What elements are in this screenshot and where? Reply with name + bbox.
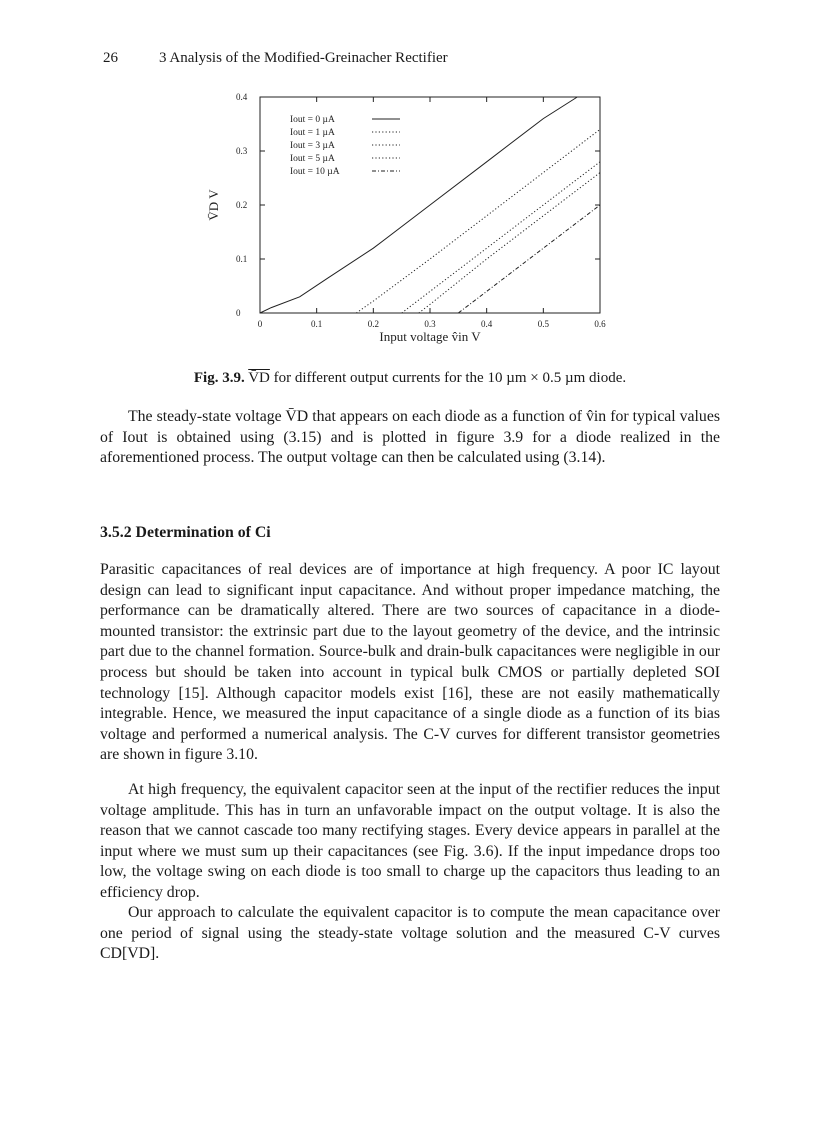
caption-symbol: V̄D [248,370,270,386]
y-axis-label: V̄D V [206,189,221,221]
legend-label: Iout = 1 µA [290,128,335,138]
x-tick-label: 0.2 [367,319,379,329]
y-tick-label: 0.3 [236,146,248,156]
x-tick-label: 0.3 [424,319,436,329]
paragraph-high-frequency: At high frequency, the equivalent capacitor seen at the input of the rectifier reduces the input voltage amplitude. This has in turn an unfavorable impact on the output voltage. It is also the reason that we cannot cascade too many rectifying stages. Every device appears in parallel at the input where we must sum up their capacitances (see Fig. 3.6). If the input impedance drops too low, the voltage swing on each diode is too small to charge up the capacitors thus leading to an efficiency drop. [100,781,720,901]
y-tick-label: 0.2 [236,200,248,210]
x-axis-label: Input voltage v̂in V [379,329,481,344]
legend-label: Iout = 0 µA [290,115,335,125]
x-tick-label: 0.6 [594,319,606,329]
x-tick-label: 0 [257,319,263,329]
x-tick-label: 0.5 [537,319,549,329]
paragraph-approach: Our approach to calculate the equivalent capacitor is to compute the mean capacitance over one period of signal using the steady-state voltage solution and the measured C-V curves CD[VD]. [100,904,720,963]
series-line-2 [402,162,600,313]
x-tick-label: 0.1 [311,319,323,329]
y-tick-label: 0.4 [236,92,248,102]
section-heading: 3.5.2 Determination of Ci [100,524,271,541]
figure-caption [100,370,720,387]
legend-label: Iout = 3 µA [290,141,335,151]
y-tick-label: 0.1 [236,254,248,264]
legend-label: Iout = 10 µA [290,167,340,177]
caption-label: Fig. 3.9. [193,370,245,386]
figure-3-9-chart [200,85,630,360]
series-line-1 [356,129,600,313]
running-title: 3 Analysis of the Modified-Greinacher Rectifier [159,50,448,66]
legend-label: Iout = 5 µA [290,154,335,164]
running-header [103,50,448,67]
series-line-3 [419,173,600,313]
x-tick-label: 0.4 [481,319,493,329]
page-number: 26 [103,50,118,66]
paragraph-steady-state: The steady-state voltage V̄D that appears on each diode as a function of v̂in for typical values of Iout is obtained using (3.15) and is plotted in figure 3.9 for a diode realized in the aforementioned process. The output voltage can then be calculated using (3.14). [100,408,720,467]
y-tick-label: 0 [236,308,241,318]
caption-text: for different output currents for the 10 µm × 0.5 µm diode. [269,370,627,386]
paragraph-parasitic: Parasitic capacitances of real devices are of importance at high frequency. A poor IC layout design can lead to significant input capacitance. And without proper impedance matching, the performance can be dramatically altered. There are two sources of capacitance in a diode-mounted transistor: the extrinsic part due to the layout geometry of the device, and the intrinsic part due to the channel formation. Source-bulk and drain-bulk capacitances were negligible in our process but should be taken into account in typical bulk CMOS or partially depleted SOI technology [15]. Although capacitor models exist [16], these are not easily mathematically integrable. Hence, we measured the input capacitance of a single diode as a function of its bias voltage and performed a numerical analysis. The C-V curves for different transistor geometries are shown in figure 3.10. [100,561,720,764]
